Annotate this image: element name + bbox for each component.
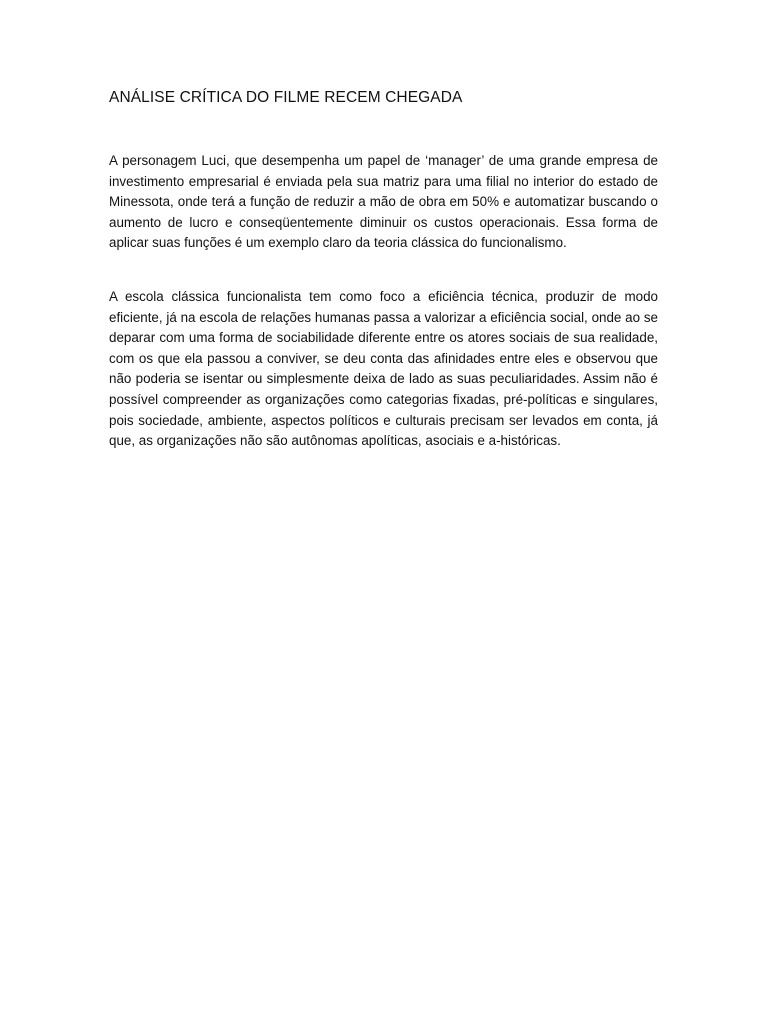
body-paragraph-1: A personagem Luci, que desempenha um papel de ‘manager’ de uma grande empresa de investimento empresarial é enviada pela sua matriz para uma filial no interior do estado de Minessota, onde terá a função de reduzir a mão de obra em 50% e automatizar buscando o aumento de lucro e conseqüentemente diminuir os custos operacionais. Essa forma de aplicar suas funções é um exemplo claro da teoria clássica do funcionalismo. [109, 153, 658, 251]
document-title: ANÁLISE CRÍTICA DO FILME RECEM CHEGADA [109, 89, 463, 106]
body-paragraph-2: A escola clássica funcionalista tem como foco a eficiência técnica, produzir de modo eficiente, já na escola de relações humanas passa a valorizar a eficiência social, onde ao se deparar com uma forma de sociabilidade diferente entre os atores sociais de sua realidade, com os que ela passou a conviver, se deu conta das afinidades entre eles e observou que não poderia se isentar ou simplesmente deixa de lado as suas peculiaridades. Assim não é possível compreender as organizações como categorias fixadas, pré-políticas e singulares, pois sociedade, ambiente, aspectos políticos e culturais precisam ser levados em conta, já que, as organizações não são autônomas apolíticas, asociais e a-históricas. [109, 289, 658, 449]
